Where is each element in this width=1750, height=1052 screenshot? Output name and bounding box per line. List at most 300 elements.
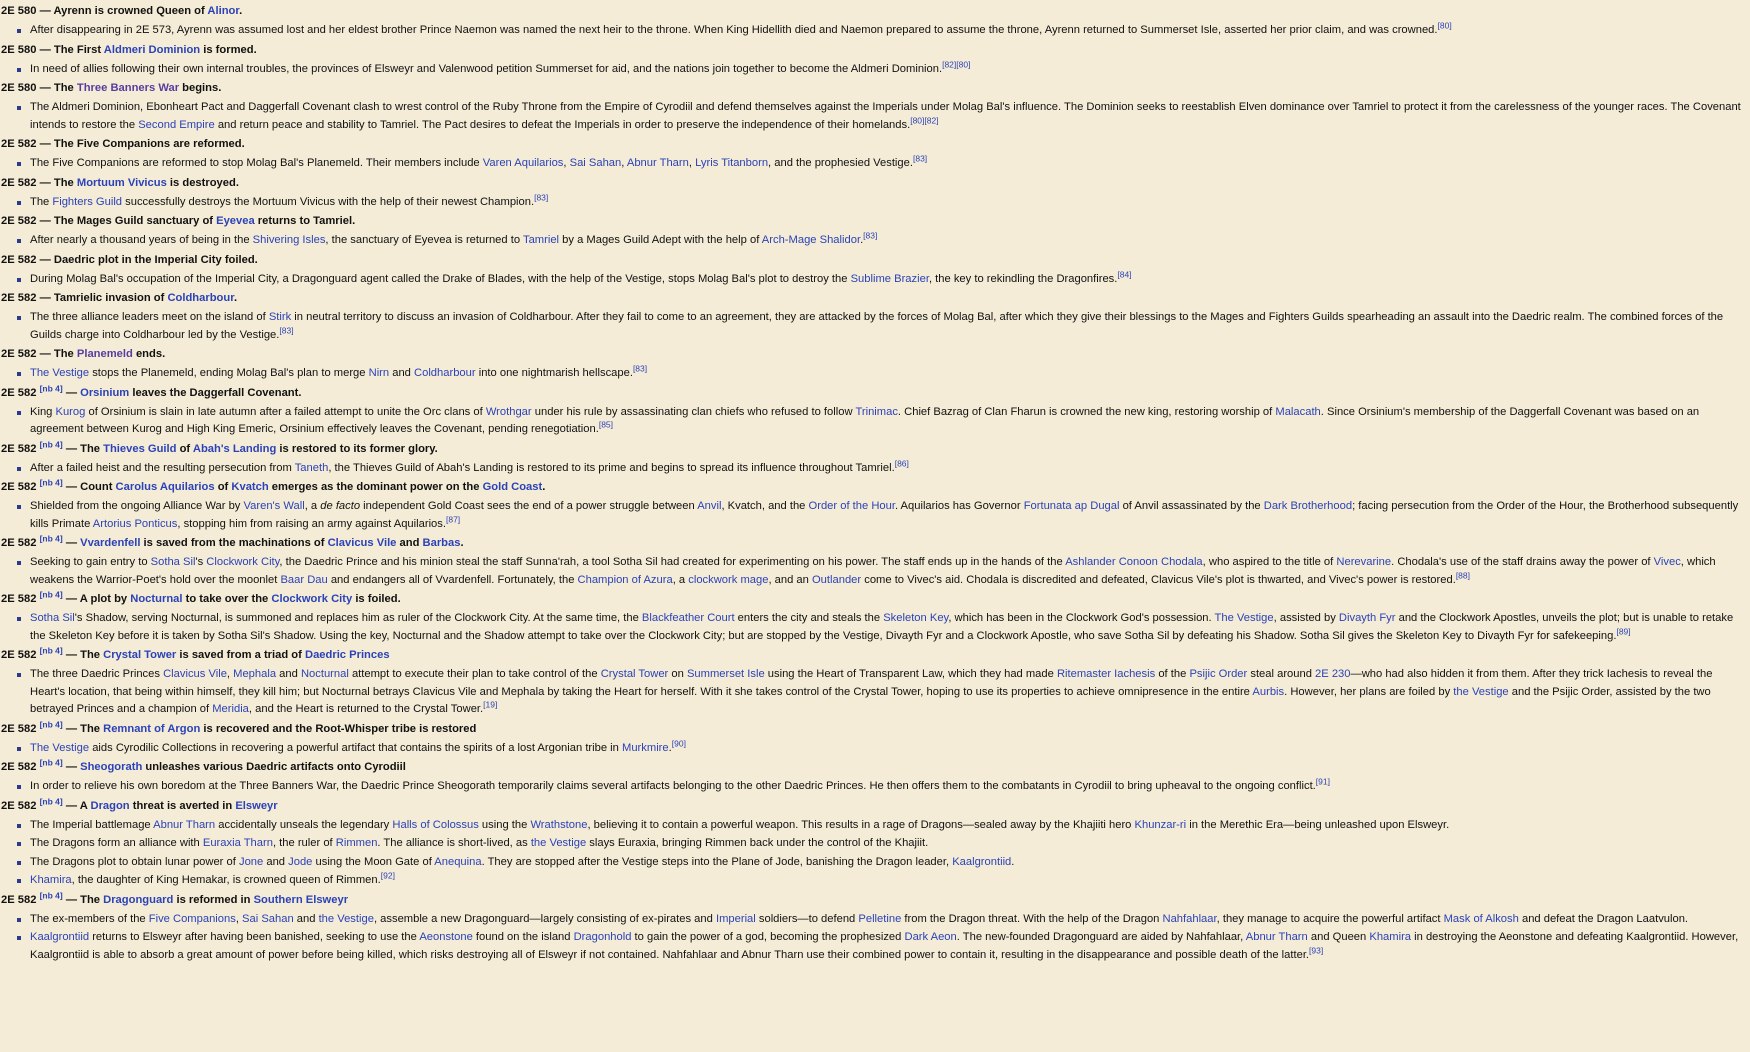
event-details-list — [0, 365, 1742, 383]
wiki-link[interactable]: Kurog — [55, 405, 86, 418]
wiki-link[interactable]: the Vestige — [318, 912, 374, 925]
text-run: steal around — [1247, 668, 1316, 680]
text-run: and Queen — [1307, 931, 1370, 943]
text-run: , stopping him from raising an army against Aquilarios. — [177, 517, 446, 530]
wiki-link[interactable]: Three Banners War — [76, 82, 180, 94]
wiki-link[interactable]: Stirk — [268, 311, 292, 323]
list-item — [30, 854, 1742, 872]
wiki-link[interactable]: Elsweyr — [235, 799, 278, 812]
wiki-link[interactable]: Daedric Princes — [304, 649, 390, 661]
wiki-link[interactable]: Fighters Guild — [52, 195, 123, 208]
wiki-link[interactable]: Abnur Tharn — [626, 157, 689, 169]
list-item — [30, 99, 1742, 134]
event-heading — [0, 382, 1742, 401]
wiki-link[interactable]: the Vestige — [530, 837, 587, 849]
text-run: 2E 582 — [1, 386, 40, 399]
event-details-list — [0, 99, 1742, 134]
wiki-link[interactable]: The Vestige — [1214, 612, 1274, 624]
citation-link[interactable]: [nb 4] — [39, 645, 63, 656]
wiki-link[interactable]: Aeonstone — [419, 931, 473, 943]
citation-link[interactable]: [92] — [380, 870, 395, 881]
text-run: , the key to rekindling the Dragonfires. — [928, 272, 1118, 285]
text-run: The Imperial battlemage — [30, 818, 154, 831]
text-run: , assisted by — [1273, 612, 1339, 624]
citation-link[interactable]: [nb 4] — [39, 757, 63, 768]
citation-link[interactable]: [80][82] — [910, 114, 939, 125]
event-heading — [0, 253, 1742, 268]
citation-link[interactable]: [82][80] — [942, 58, 971, 69]
text-run: , which has been in the Clockwork God's possession. — [948, 612, 1215, 624]
wiki-link[interactable]: Taneth — [294, 461, 329, 474]
wiki-link[interactable]: Champion of Azura — [577, 573, 673, 586]
text-run: and the Psijic Order, assisted by the two betrayed Princes and a champion of — [30, 685, 1711, 715]
list-item — [30, 778, 1742, 796]
wiki-link[interactable]: Khamira — [1369, 931, 1412, 943]
wiki-link[interactable]: The Vestige — [30, 741, 90, 754]
citation-link[interactable]: [91] — [1315, 776, 1330, 787]
text-run: to gain the power of a god, becoming the prophesized — [631, 931, 905, 943]
text-run: and the Clockwork Apostles, unveils the plot; but is unable to retake the Skeleton Key before it is taken by Sotha Sil's Shadow. Using the key, Nocturnal and the Shadow attempt to take over the Clockwork City; but are stopped by the Vestige, Divayth Fyr and a Clockwork Apostle, who save Sotha Sil by defeating his Shadow. Sotha Sil gives the Skeleton Key to Divayth Fyr for safekeeping. — [30, 612, 1734, 642]
citation-link[interactable]: [83] — [912, 153, 928, 164]
text-run: 2E 582 — [1, 761, 40, 773]
wiki-link[interactable]: Dark Brotherhood — [1263, 500, 1353, 512]
wiki-link[interactable]: Ritemaster Iachesis — [1056, 668, 1156, 680]
list-item — [30, 737, 1742, 758]
wiki-link[interactable]: Orsinium — [80, 386, 130, 399]
text-run: . The alliance is short-lived, as — [377, 837, 531, 849]
text-run: 2E 582 — [1, 593, 40, 605]
text-run: by a Mages Guild Adept with the help of — [559, 234, 762, 246]
wiki-link[interactable]: Tamriel — [522, 234, 560, 246]
text-run: and — [389, 367, 415, 379]
wiki-link[interactable]: Sotha Sil — [150, 556, 196, 568]
text-run: , which weakens the Warrior-Poet's hold over the moonlet — [30, 556, 1716, 586]
text-run: to take over the — [182, 593, 272, 605]
wiki-link[interactable]: Abnur Tharn — [1245, 931, 1308, 943]
text-run: , Kvatch, and the — [721, 500, 809, 512]
wiki-link[interactable]: Crystal Tower — [600, 668, 669, 680]
text-run: is formed. — [200, 43, 257, 56]
event-heading — [0, 214, 1742, 229]
text-run: . — [233, 292, 238, 304]
event-heading — [0, 347, 1742, 362]
text-run: 2E 580 — The First — [1, 43, 104, 56]
text-run: . Aquilarios has Governor — [894, 500, 1024, 512]
text-run: and return peace and stability to Tamriel. The Pact desires to defeat the Imperials in order to preserve the independence of their homelands. — [214, 118, 911, 131]
text-run: successfully destroys the Mortuum Vivicus with the help of their newest Champion. — [122, 195, 535, 208]
text-run: — — [62, 386, 81, 399]
text-run: 2E 582 — The — [1, 176, 77, 189]
wiki-link[interactable]: Imperial — [715, 912, 756, 925]
citation-link[interactable]: [83] — [279, 324, 294, 335]
wiki-link[interactable]: Halls of Colossus — [392, 818, 479, 831]
text-run: aids Cyrodilic Collections in recovering a powerful artifact that contains the spirits of a lost Argonian tribe in — [89, 741, 623, 754]
text-run: under his rule by assassinating clan chiefs who refused to follow — [531, 405, 856, 418]
wiki-link[interactable]: Nirn — [368, 367, 390, 379]
event-details-list — [0, 666, 1742, 719]
event-heading — [0, 43, 1742, 58]
wiki-link[interactable]: Shivering Isles — [252, 234, 326, 246]
text-run: , they manage to acquire the powerful artifact — [1216, 912, 1444, 925]
list-item — [30, 872, 1742, 890]
event-heading — [0, 477, 1742, 495]
wiki-link[interactable]: Euraxia Tharn — [202, 837, 273, 849]
text-run: attempt to execute their plan to take control of the — [348, 668, 601, 680]
wiki-link[interactable]: Dragon — [90, 799, 130, 812]
wiki-link[interactable]: clockwork mage — [688, 573, 769, 586]
event-heading — [0, 81, 1742, 96]
wiki-link[interactable]: Vvardenfell — [80, 537, 141, 549]
wiki-link[interactable]: Anvil — [697, 500, 722, 512]
text-run: 's Shadow, serving Nocturnal, is summoned and replaces him as ruler of the Clockwork City. At the same time, the — [74, 612, 642, 624]
text-run: from the Dragon threat. With the help of the Dragon — [901, 912, 1163, 925]
wiki-link[interactable]: Sotha Sil — [30, 612, 75, 624]
wiki-link[interactable]: Dark Aeon — [904, 931, 957, 943]
wiki-link[interactable]: Eyevea — [216, 215, 255, 227]
wiki-link[interactable]: Nocturnal — [300, 668, 349, 680]
wiki-link[interactable]: Coldharbour — [167, 292, 234, 304]
wiki-link[interactable]: Arch-Mage Shalidor — [761, 234, 861, 246]
citation-link[interactable]: [nb 4] — [39, 589, 63, 600]
wiki-link[interactable]: Blackfeather Court — [641, 612, 735, 624]
list-item — [30, 268, 1742, 289]
wiki-link[interactable]: Sheogorath — [80, 761, 143, 773]
event-details-list — [0, 22, 1742, 40]
text-run: and — [293, 912, 319, 925]
wiki-link[interactable]: Pelletine — [858, 912, 902, 925]
wiki-link[interactable]: Varen's Wall — [243, 500, 305, 512]
wiki-link[interactable]: Khamira — [30, 874, 72, 886]
wiki-link[interactable]: Coldharbour — [414, 367, 476, 379]
wiki-link[interactable]: Clavicus Vile — [327, 537, 397, 549]
wiki-link[interactable]: Outlander — [811, 573, 862, 586]
wiki-link[interactable]: Murkmire — [622, 741, 669, 754]
text-run: emerges as the dominant power on the — [268, 481, 483, 493]
text-run: , the Thieves Guild of Abah's Landing is restored to its prime and begins to spread its influence throughout Tamriel. — [328, 461, 895, 474]
text-run: , and the Heart is returned to the Crystal Tower. — [248, 703, 484, 715]
wiki-link[interactable]: Wrathstone — [530, 818, 588, 831]
text-run: returns to Tamriel. — [254, 215, 356, 227]
text-run: 2E 582 — Daedric plot in the Imperial City foiled. — [1, 253, 258, 266]
list-item — [30, 58, 1742, 79]
wiki-link[interactable]: Gold Coast — [482, 481, 543, 493]
wiki-link[interactable]: Five Companions — [148, 912, 236, 925]
text-run: 2E 582 — [1, 649, 40, 661]
wiki-link[interactable]: Jode — [288, 855, 313, 868]
wiki-link[interactable]: Mortuum Vivicus — [76, 176, 167, 189]
text-run: . Since Orsinium's membership of the Daggerfall Covenant was based on an agreement between Kurog and High King Emeric, Orsinium effectively leaves the Covenant, pending renegotiation. — [30, 405, 1700, 435]
text-run: and — [396, 537, 423, 549]
text-run: . However, her plans are foiled by — [1284, 685, 1454, 698]
wiki-link[interactable]: Mephala — [233, 668, 277, 680]
list-item — [30, 155, 1742, 173]
text-run: of — [214, 481, 232, 493]
event-heading — [0, 291, 1742, 306]
wiki-link[interactable]: The Vestige — [30, 367, 90, 379]
wiki-link[interactable]: Sai Sahan — [569, 157, 622, 169]
event-details-list — [0, 191, 1742, 212]
event-details-list — [0, 309, 1742, 344]
text-run: . They are stopped after the Vestige steps into the Plane of Jode, banishing the Dragon leader, — [481, 855, 953, 868]
wiki-link[interactable]: Kaalgrontiid — [30, 931, 90, 943]
text-run: The three Daedric Princes — [30, 668, 164, 680]
citation-link[interactable]: [nb 4] — [39, 533, 63, 544]
text-run: accidentally unseals the legendary — [215, 818, 393, 831]
text-run: and — [263, 855, 289, 868]
list-item — [30, 610, 1742, 645]
wiki-link[interactable]: Conoon Chodala — [1118, 556, 1203, 568]
wiki-link[interactable]: Sai Sahan — [242, 912, 294, 925]
text-run: 's — [195, 556, 207, 568]
wiki-link[interactable]: Order of the Hour — [808, 500, 895, 512]
text-run: is destroyed. — [166, 176, 239, 189]
wiki-link[interactable]: Barbas — [422, 537, 461, 549]
text-run: — The — [62, 893, 104, 906]
wiki-link[interactable]: Abnur Tharn — [153, 818, 216, 831]
wiki-link[interactable]: Meridia — [212, 703, 249, 715]
citation-link[interactable]: [nb 4] — [39, 795, 63, 806]
wiki-link[interactable]: Crystal Tower — [103, 649, 177, 661]
citation-link[interactable]: [83] — [863, 230, 878, 241]
text-run: The — [30, 195, 53, 208]
text-run: ends. — [132, 348, 166, 360]
citation-link[interactable]: [85] — [598, 419, 614, 430]
wiki-link[interactable]: Trinimac — [855, 405, 898, 418]
text-run: 2E 582 — [1, 481, 40, 493]
text-run: found on the island — [472, 931, 574, 943]
text-run: , assemble a new Dragonguard—largely consisting of ex-pirates and — [373, 912, 716, 925]
text-run: unleashes various Daedric artifacts onto Cyrodiil — [142, 761, 406, 773]
italic-text: de facto — [320, 500, 361, 512]
text-run: of Orsinium is slain in late autumn after a failed attempt to unite the Orc clans of — [85, 405, 486, 418]
text-run: — The — [62, 649, 104, 661]
wiki-link[interactable]: the Vestige — [1453, 685, 1509, 698]
wiki-link[interactable]: Nocturnal — [130, 593, 183, 605]
text-run: — Count — [62, 481, 116, 493]
text-run: ; facing persecution from the Order of the Hour, the Brotherhood subsequently kills Primate — [30, 500, 1739, 530]
text-run: begins. — [179, 82, 222, 94]
text-run: . — [542, 481, 546, 493]
text-run: . — [239, 5, 243, 17]
wiki-link[interactable]: Ashlander — [1065, 556, 1116, 568]
text-run: During Molag Bal's occupation of the Imperial City, a Dragonguard agent called the Drake of Blades, with the help of the Vestige, stops Molag Bal's plot to destroy the — [30, 272, 851, 285]
text-run: , the ruler of — [272, 837, 336, 849]
text-run: The ex-members of the — [30, 912, 149, 925]
text-run: — — [62, 761, 81, 773]
text-run: enters the city and steals the — [734, 612, 884, 624]
event-heading — [0, 795, 1742, 814]
wiki-link[interactable]: Divayth Fyr — [1338, 612, 1396, 624]
text-run: . — [1011, 855, 1015, 868]
wiki-link[interactable]: Fortunata ap Dugal — [1023, 500, 1120, 512]
wiki-link[interactable]: Anequina — [434, 855, 482, 868]
wiki-link[interactable]: Skeleton Key — [883, 612, 949, 624]
text-run: of Anvil assassinated by the — [1119, 500, 1264, 512]
text-run: , the daughter of King Hemakar, is crowned queen of Rimmen. — [71, 874, 381, 886]
event-heading — [0, 718, 1742, 737]
citation-link[interactable]: [80] — [1437, 20, 1452, 31]
text-run: 2E 582 — [1, 893, 40, 906]
text-run: using the — [478, 818, 531, 831]
wiki-link[interactable]: Baar Dau — [280, 573, 328, 586]
wiki-link[interactable]: Sublime Brazier — [850, 272, 929, 285]
citation-link[interactable]: [86] — [894, 457, 909, 468]
text-run: . — [860, 234, 864, 246]
text-run: , a — [304, 500, 321, 512]
wiki-link[interactable]: Rimmen — [335, 837, 378, 849]
wiki-link[interactable]: Nerevarine — [1336, 556, 1392, 568]
citation-link[interactable]: [84] — [1117, 268, 1132, 279]
wiki-link[interactable]: Southern Elsweyr — [253, 893, 349, 906]
event-heading — [0, 176, 1742, 191]
citation-link[interactable]: [19] — [483, 699, 498, 710]
event-heading — [0, 889, 1742, 908]
wiki-link[interactable]: Kvatch — [231, 481, 269, 493]
wiki-link[interactable]: Alinor — [207, 5, 240, 17]
text-run: slays Euraxia, bringing Rimmen back under the control of the Khajiit. — [586, 837, 929, 849]
wiki-link[interactable]: Clockwork City — [271, 593, 353, 605]
event-heading — [0, 438, 1742, 457]
text-run: returns to Elsweyr after having been banished, seeking to use the — [89, 931, 420, 943]
citation-link[interactable]: [83] — [534, 191, 549, 202]
text-run: 2E 582 — The Mages Guild sanctuary of — [1, 215, 217, 227]
text-run: The Aldmeri Dominion, Ebonheart Pact and Daggerfall Covenant clash to wrest control of the Ruby Throne from the Empire of Cyrodiil and defend themselves against the Imperials under Molag Bal's influence. The Dominion seeks to reestablish Elven dominance over Tamriel to protect it from the carelessness of the younger races. The Covenant intends to restore the — [30, 101, 1741, 131]
text-run: is saved from the machinations of — [140, 537, 328, 549]
wiki-link[interactable]: Abah's Landing — [192, 442, 277, 455]
text-run: . Chief Bazrag of Clan Fharun is crowned the new king, restoring worship of — [897, 405, 1276, 418]
text-run: . — [668, 741, 672, 754]
event-details-list — [0, 554, 1742, 589]
text-run: stops the Planemeld, ending Molag Bal's plan to merge — [89, 367, 369, 379]
text-run: , a — [672, 573, 689, 586]
text-run: and endangers all of Vvardenfell. Fortunately, the — [327, 573, 578, 586]
wiki-link[interactable]: Vivec — [1653, 556, 1681, 568]
text-run: . The new-founded Dragonguard are aided by Nahfahlaar, — [956, 931, 1246, 943]
citation-link[interactable]: [nb 4] — [39, 889, 63, 900]
wiki-link[interactable]: Artorius Ponticus — [92, 517, 178, 530]
list-item — [30, 817, 1742, 835]
text-run: . Chodala's use of the staff drains away the power of — [1391, 556, 1654, 568]
text-run: — The — [62, 722, 104, 735]
text-run: is saved from a triad of — [176, 649, 305, 661]
text-run: After a failed heist and the resulting persecution from — [30, 461, 295, 474]
text-run: — A plot by — [62, 593, 131, 605]
wiki-link[interactable]: Malacath — [1275, 405, 1321, 418]
wiki-link[interactable]: Second Empire — [138, 118, 215, 131]
event-heading — [0, 137, 1742, 152]
text-run: 2E 582 — Tamrielic invasion of — [1, 292, 168, 304]
text-run: In order to relieve his own boredom at the Three Banners War, the Daedric Prince Sheogorath temporarily claims several artifacts belonging to the other Daedric Princes. He then offers them to the combatants in Cyrodiil to bring upheaval to the ongoing conflict. — [30, 780, 1316, 792]
text-run: 2E 582 — [1, 799, 40, 812]
wiki-link[interactable]: Planemeld — [76, 348, 133, 360]
text-run: into one nightmarish hellscape. — [475, 367, 633, 379]
text-run: , — [226, 668, 234, 680]
text-run: 2E 580 — Ayrenn is crowned Queen of — [1, 5, 208, 17]
event-details-list — [0, 404, 1742, 439]
text-run: 2E 582 — The — [1, 348, 77, 360]
text-run: The Five Companions are reformed to stop Molag Bal's Planemeld. Their members include — [30, 157, 483, 169]
list-item — [30, 365, 1742, 383]
text-run: , and an — [768, 573, 812, 586]
citation-link[interactable]: [89] — [1616, 625, 1631, 636]
wiki-link[interactable]: Dragonguard — [103, 893, 174, 906]
citation-link[interactable]: [nb 4] — [39, 718, 63, 729]
list-item — [30, 911, 1742, 929]
wiki-link[interactable]: Dragonhold — [573, 931, 632, 943]
wiki-link[interactable]: Mask of Alkosh — [1443, 912, 1519, 925]
wiki-link[interactable]: Thieves Guild — [103, 442, 177, 455]
wiki-link[interactable]: Psijic Order — [1189, 668, 1248, 680]
text-run: After nearly a thousand years of being in the — [30, 234, 253, 246]
wiki-link[interactable]: Aldmeri Dominion — [103, 43, 201, 56]
text-run: using the Moon Gate of — [312, 855, 435, 868]
text-run: is recovered and the Root-Whisper tribe is restored — [200, 722, 477, 735]
event-details-list — [0, 778, 1742, 796]
text-run: using the Heart of Transparent Law, which they had made — [764, 668, 1057, 680]
text-run: — — [62, 537, 81, 549]
wiki-link[interactable]: Aurbis — [1252, 685, 1285, 698]
wiki-link[interactable]: Wrothgar — [485, 405, 532, 418]
wiki-link[interactable]: Khunzar-ri — [1134, 818, 1187, 831]
citation-link[interactable]: [88] — [1455, 569, 1470, 580]
list-item — [30, 191, 1742, 212]
citation-link[interactable]: [nb 4] — [39, 382, 63, 393]
text-run: , — [563, 157, 570, 169]
text-run: , — [235, 912, 243, 925]
list-item — [30, 929, 1742, 964]
text-run: of — [176, 442, 193, 455]
text-run: , who aspired to the title of — [1202, 556, 1337, 568]
citation-link[interactable]: [93] — [1309, 944, 1324, 955]
wiki-link[interactable]: Summerset Isle — [686, 668, 765, 680]
list-item — [30, 232, 1742, 250]
wiki-link[interactable]: Remnant of Argon — [103, 722, 201, 735]
text-run: 2E 582 — [1, 442, 40, 455]
text-run: soldiers—to defend — [755, 912, 859, 925]
text-run: , the sanctuary of Eyevea is returned to — [325, 234, 523, 246]
citation-link[interactable]: [nb 4] — [39, 477, 63, 488]
text-run: is restored to its former glory. — [276, 442, 438, 455]
text-run: in neutral territory to discuss an invasion of Coldharbour. After they fail to come to an agreement, they are attacked by the forces of Molag Bal, after which they give their blessings to the Mages and Fighters Guilds spearheading an assault into the Daedric realm. The combined forces of the Guilds charge into Coldharbour led by the Vestige. — [30, 311, 1724, 341]
text-run: The Dragons form an alliance with — [30, 837, 203, 849]
text-run: and defeat the Dragon Laatvulon. — [1518, 912, 1689, 925]
list-item — [30, 666, 1742, 719]
citation-link[interactable]: [90] — [671, 737, 686, 748]
text-run: is foiled. — [352, 593, 401, 605]
text-run: of the — [1155, 668, 1190, 680]
list-item — [30, 404, 1742, 439]
wiki-link[interactable]: Jone — [238, 855, 264, 868]
citation-link[interactable]: [nb 4] — [39, 438, 63, 449]
wiki-link[interactable]: Varen Aquilarios — [482, 157, 564, 169]
wiki-link[interactable]: Nahfahlaar — [1162, 912, 1217, 925]
event-details-list — [0, 737, 1742, 758]
text-run: 2E 580 — The — [1, 82, 77, 94]
wiki-link[interactable]: Clockwork City — [206, 556, 280, 568]
list-item — [30, 457, 1742, 478]
citation-link[interactable]: [83] — [632, 363, 648, 374]
text-run: leaves the Daggerfall Covenant. — [129, 386, 302, 399]
wiki-link[interactable]: 2E 230 — [1315, 668, 1351, 680]
wiki-link[interactable]: Clavicus Vile — [163, 668, 227, 680]
wiki-link[interactable]: Carolus Aquilarios — [115, 481, 215, 493]
wiki-link[interactable]: Lyris Titanborn — [695, 157, 769, 169]
text-run: The Dragons plot to obtain lunar power of — [30, 855, 239, 868]
citation-link[interactable]: [87] — [445, 513, 461, 524]
wiki-link[interactable]: Kaalgrontiid — [952, 855, 1012, 868]
text-run: , the Daedric Prince and his minion steal the staff Sunna'rah, a tool Sotha Sil had created for experimenting on his power. The staff ends up in the hands of the — [279, 556, 1066, 568]
list-item — [30, 554, 1742, 589]
